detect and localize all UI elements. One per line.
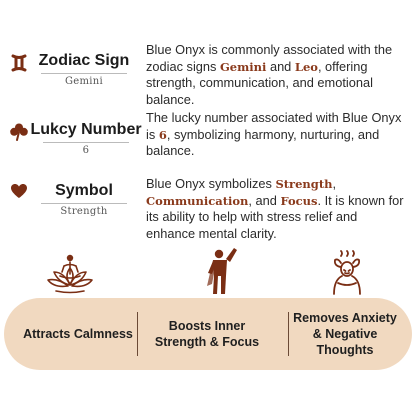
lucky-number-description <box>146 110 406 160</box>
highlight: Gemini <box>219 59 267 74</box>
text: Blue Onyx is commonly associated with the zodiac signs <box>146 42 393 74</box>
zodiac-label <box>34 52 134 87</box>
divider <box>288 312 289 356</box>
highlight: Communication <box>146 193 249 208</box>
text: The lucky number associated with Blue Onyx is <box>146 110 402 142</box>
benefit-anxiety <box>290 298 400 370</box>
benefit-label: Attracts Calmness <box>23 327 133 341</box>
text: . It is known for its ability to help with stress relief and enhance mental clarity. <box>146 192 404 241</box>
symbol-subtitle: Strength <box>41 203 127 217</box>
symbol-description <box>146 176 406 242</box>
heart-icon <box>10 183 28 199</box>
clover-icon <box>9 122 29 142</box>
gemini-icon <box>10 54 28 72</box>
text: and <box>266 58 295 74</box>
lucky-number-label <box>32 121 140 156</box>
stress-relief-icon <box>330 250 366 296</box>
text: , and <box>248 192 281 208</box>
lucky-number-subtitle: 6 <box>43 142 129 156</box>
text: , <box>332 176 337 191</box>
benefit-calmness <box>22 298 134 370</box>
highlight: Leo <box>294 59 318 74</box>
divider <box>137 312 138 356</box>
lucky-number-title: Lukcy Number <box>30 121 142 138</box>
symbol-label <box>36 182 132 217</box>
benefit-label: Boosts Inner Strength & Focus <box>154 319 260 349</box>
highlight: 6 <box>158 127 167 142</box>
symbol-title: Symbol <box>55 182 113 199</box>
text: Blue Onyx symbolizes <box>146 176 276 191</box>
text: , offering strength, communication, and emotional balance. <box>146 58 373 107</box>
highlight: Focus <box>280 193 318 208</box>
zodiac-title: Zodiac Sign <box>38 52 130 69</box>
zodiac-subtitle: Gemini <box>41 73 127 87</box>
hero-icon <box>204 246 238 296</box>
lotus-icon <box>46 250 94 296</box>
zodiac-description <box>146 42 406 108</box>
benefit-strength <box>144 298 270 370</box>
benefits-band <box>4 298 412 370</box>
highlight: Strength <box>275 177 333 191</box>
text: , symbolizing harmony, nurturing, and balance. <box>146 126 380 158</box>
benefit-label: Removes Anxiety & Negative Thoughts <box>293 311 397 357</box>
